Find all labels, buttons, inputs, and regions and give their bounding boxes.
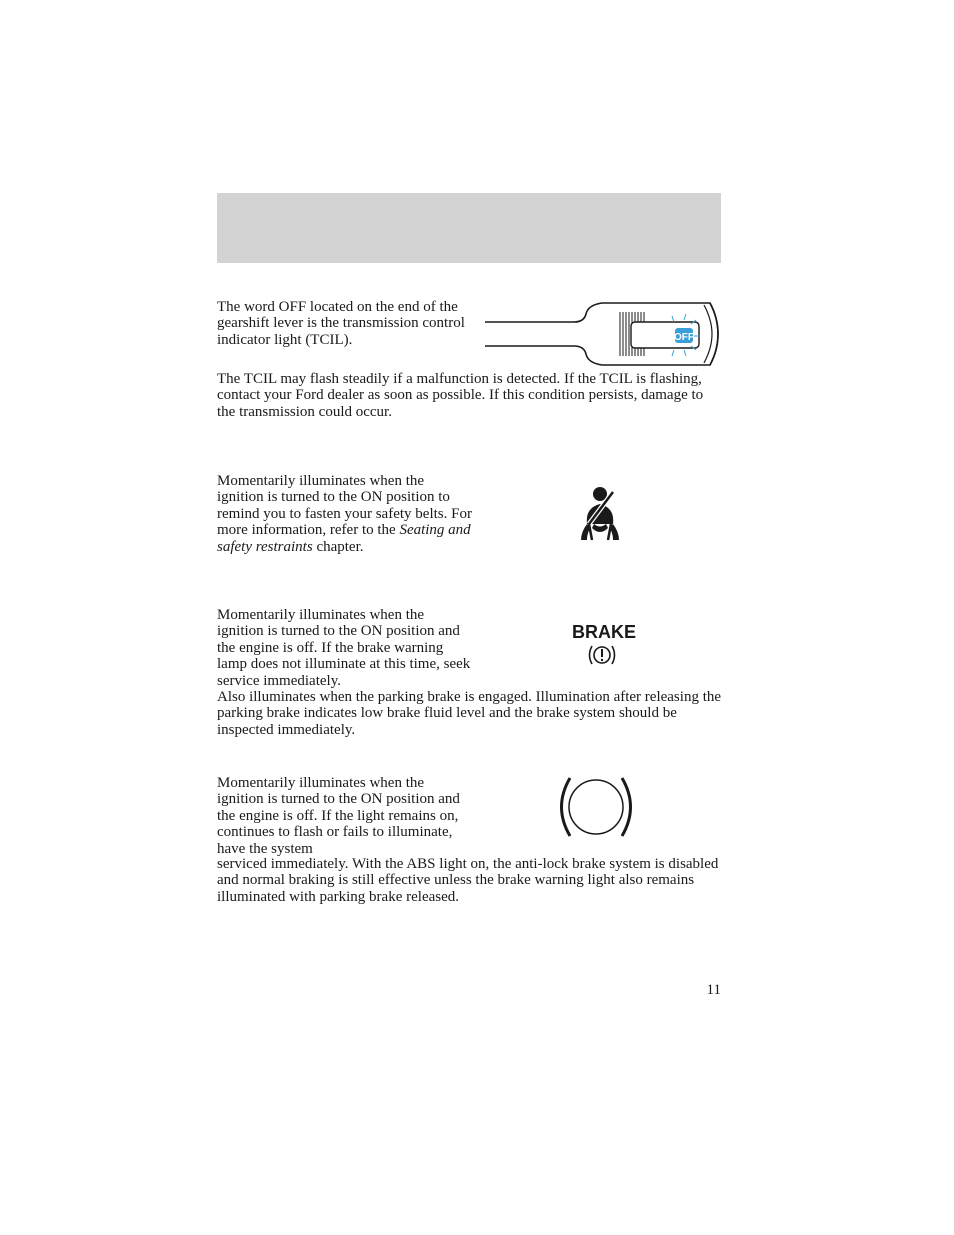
tcil-body-text: The TCIL may flash steadily if a malfunction is detected. If the TCIL is flashing, contact your Ford dealer as soon as possible. If this condition persists, damage to the transmission could occur. [217,371,704,420]
brake-warning-icon [572,622,637,672]
brake-label: BRAKE [572,622,637,642]
gearshift-lever-off-icon [484,300,720,368]
section-header-band [217,193,721,263]
page-number: 11 [706,982,721,998]
tcil-intro-text: The word OFF located on the end of the gearshift lever is the transmission control indicator light (TCIL). [217,299,465,348]
abs-body-text: serviced immediately. With the ABS light on, the anti-lock brake system is disabled and normal braking is still effective unless the brake warning light also remains illuminated with parking brake released. [217,856,719,905]
brake-body-text: Also illuminates when the parking brake is engaged. Illumination after releasing the parking brake indicates low brake fluid level and the brake system should be inspected immediately. [217,689,722,738]
seatbelt-intro-part2: chapter. [312,538,364,555]
tcil-off-label: OFF [674,332,694,343]
brake-exclamation-icon [587,643,617,667]
seatbelt-chapter-reference: Seating and safety restraints [217,522,471,555]
brake-intro-text: Momentarily illuminates when the ignition is turned to the ON position and the engine is off. If the brake warning lamp does not illuminate at this time, seek service immediately. [217,607,471,689]
seatbelt-icon [575,484,625,544]
seatbelt-intro-part1: Momentarily illuminates when the ignition is turned to the ON position to remind you to fasten your safety belts. For more information, refer to the [217,473,472,539]
abs-intro-text: Momentarily illuminates when the ignition is turned to the ON position and the engine is off. If the light remains on, continues to flash or fails to illuminate, have the system [217,775,460,857]
seatbelt-intro-text [217,473,472,555]
abs-warning-icon [556,775,636,839]
